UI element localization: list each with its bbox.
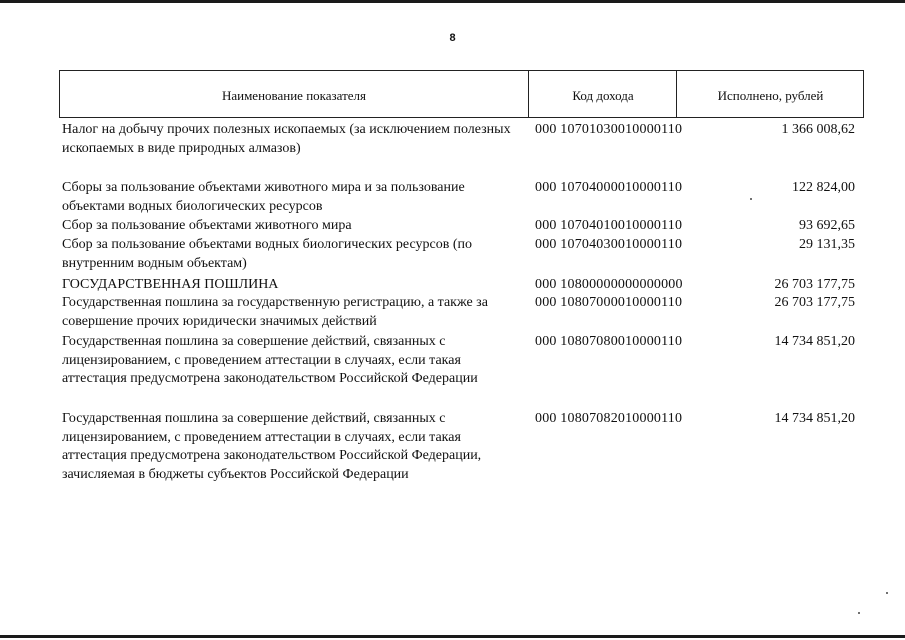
row-code: 000 10807082010000110 <box>535 411 683 426</box>
row-name: Государственная пошлина за совершение действий, связанных с лицензированием, с проведением аттестации в случаях, если такая аттестация предусмотрена законодательством Российской Федерации <box>62 334 478 386</box>
row-name: Сборы за пользование объектами животного мира и за пользование объектами водных биологических ресурсов <box>62 180 465 214</box>
row-name: Налог на добычу прочих полезных ископаемых (за исключением полезных ископаемых в виде природных алмазов) <box>62 122 511 156</box>
row-amount: 122 824,00 <box>792 180 855 195</box>
row-name: Государственная пошлина за совершение действий, связанных с лицензированием, с проведением аттестации в случаях, если такая аттестация предусмотрена законодательством Российской Федерации, зачисляемая в бюджеты субъектов Российской Федерации <box>62 411 482 482</box>
row-amount: 26 703 177,75 <box>774 277 855 292</box>
row-name: Сбор за пользование объектами животного мира <box>62 218 352 233</box>
row-code: 000 10807080010000110 <box>535 334 683 349</box>
table-header <box>59 70 864 118</box>
row-code: 000 10704000010000110 <box>535 180 683 195</box>
bottom-scan-border <box>0 635 905 638</box>
scan-speck <box>750 198 752 200</box>
column-header-name: Наименование показателя <box>221 88 367 103</box>
row-amount: 14 734 851,20 <box>774 334 855 349</box>
row-code: 000 10704010010000110 <box>535 218 683 233</box>
row-name: ГОСУДАРСТВЕННАЯ ПОШЛИНА <box>62 277 279 292</box>
top-scan-border <box>0 0 905 3</box>
row-name: Сбор за пользование объектами водных биологических ресурсов (по внутренним водным объектам) <box>62 237 473 271</box>
row-code: 000 10701030010000110 <box>535 122 683 137</box>
column-header-amount: Исполнено, рублей <box>676 71 864 117</box>
row-code: 000 10800000000000000 <box>535 277 683 292</box>
row-code: 000 10704030010000110 <box>535 237 683 252</box>
row-amount: 93 692,65 <box>799 218 855 233</box>
row-amount: 29 131,35 <box>799 237 855 252</box>
row-amount: 1 366 008,62 <box>781 122 855 137</box>
page-number: 8 <box>449 32 456 44</box>
row-amount: 26 703 177,75 <box>774 295 855 310</box>
scan-speck <box>858 612 860 614</box>
row-name: Государственная пошлина за государственную регистрацию, а также за совершение прочих юридически значимых действий <box>62 295 488 329</box>
scan-speck <box>886 592 888 594</box>
row-code: 000 10807000010000110 <box>535 295 683 310</box>
column-header-code: Код дохода <box>528 71 677 117</box>
row-amount: 14 734 851,20 <box>774 411 855 426</box>
